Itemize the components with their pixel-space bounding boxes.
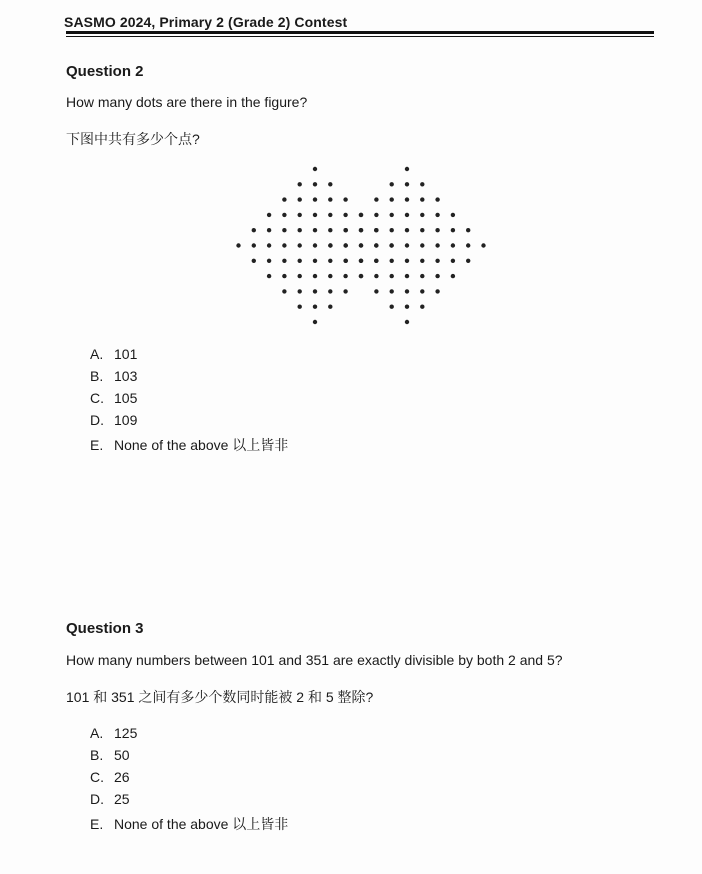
figure-dot: [451, 243, 455, 247]
figure-dot: [420, 213, 424, 217]
figure-dot: [328, 289, 332, 293]
option-text: 125: [114, 725, 138, 741]
figure-dot: [405, 182, 409, 186]
figure-dot: [390, 243, 394, 247]
figure-dot: [359, 213, 363, 217]
option-text: 105: [114, 390, 138, 406]
figure-dot: [435, 259, 439, 263]
figure-dot: [435, 197, 439, 201]
figure-dot: [405, 259, 409, 263]
option-a[interactable]: [90, 343, 288, 365]
figure-dot: [282, 213, 286, 217]
figure-dot: [405, 320, 409, 324]
figure-dot: [328, 274, 332, 278]
figure-dot: [435, 243, 439, 247]
figure-dot: [328, 259, 332, 263]
figure-dot: [267, 274, 271, 278]
option-letter: C.: [90, 769, 104, 785]
figure-dot: [405, 197, 409, 201]
figure-dot: [451, 228, 455, 232]
figure-dot: [282, 274, 286, 278]
figure-dot: [466, 228, 470, 232]
figure-dot: [359, 228, 363, 232]
question-2-text-en: How many dots are there in the figure?: [66, 94, 308, 110]
option-c[interactable]: [90, 387, 288, 409]
figure-dot: [344, 228, 348, 232]
option-d[interactable]: [90, 409, 288, 431]
figure-dot: [374, 243, 378, 247]
figure-dot: [420, 305, 424, 309]
figure-dot: [313, 182, 317, 186]
figure-dot: [252, 259, 256, 263]
option-a[interactable]: [90, 722, 288, 744]
figure-dot: [374, 228, 378, 232]
figure-dot: [267, 228, 271, 232]
figure-dot: [328, 213, 332, 217]
figure-dot: [359, 243, 363, 247]
figure-dot: [374, 197, 378, 201]
option-text: None of the above 以上皆非: [114, 437, 289, 453]
figure-dot: [328, 182, 332, 186]
figure-dot: [236, 243, 240, 247]
option-letter: A.: [90, 346, 104, 362]
option-letter: D.: [90, 791, 104, 807]
figure-dot: [390, 305, 394, 309]
figure-dot: [466, 259, 470, 263]
figure-dot: [313, 243, 317, 247]
figure-dot: [435, 289, 439, 293]
figure-dot: [313, 320, 317, 324]
question-2-text-zh: 下图中共有多少个点?: [66, 131, 200, 147]
figure-dot: [359, 259, 363, 263]
figure-dot: [420, 197, 424, 201]
figure-dot: [267, 213, 271, 217]
figure-dot: [451, 213, 455, 217]
figure-dot: [451, 274, 455, 278]
figure-dot: [405, 305, 409, 309]
figure-dot: [343, 213, 347, 217]
option-text: 101: [114, 346, 138, 362]
figure-dot: [298, 228, 302, 232]
figure-dot: [451, 259, 455, 263]
question-3-text-en: How many numbers between 101 and 351 are exactly divisible by both 2 and 5?: [66, 652, 563, 668]
figure-dot: [298, 305, 302, 309]
option-letter: C.: [90, 390, 104, 406]
figure-dot: [252, 243, 256, 247]
figure-dot: [298, 182, 302, 186]
option-b[interactable]: [90, 365, 288, 387]
figure-dot: [420, 274, 424, 278]
figure-dot: [344, 243, 348, 247]
dot-figure-svg: [225, 160, 495, 335]
figure-dot: [313, 274, 317, 278]
option-letter: E.: [90, 816, 104, 832]
figure-dot: [420, 243, 424, 247]
option-e[interactable]: [90, 813, 288, 835]
figure-dot: [328, 197, 332, 201]
question-3-text-zh: 101 和 351 之间有多少个数同时能被 2 和 5 整除?: [66, 689, 374, 705]
figure-dot: [298, 289, 302, 293]
figure-dot: [298, 213, 302, 217]
figure-dot: [390, 289, 394, 293]
dot-figure: [225, 160, 495, 335]
contest-header: SASMO 2024, Primary 2 (Grade 2) Contest: [64, 14, 348, 30]
figure-dot: [313, 167, 317, 171]
figure-dot: [313, 259, 317, 263]
figure-dot: [420, 259, 424, 263]
figure-dot: [435, 274, 439, 278]
figure-dot: [481, 243, 485, 247]
figure-dot: [267, 243, 271, 247]
question-3-title: Question 3: [66, 620, 144, 637]
figure-dot: [282, 259, 286, 263]
figure-dot: [252, 228, 256, 232]
figure-dot: [435, 228, 439, 232]
option-text: 26: [114, 769, 130, 785]
figure-dot: [390, 197, 394, 201]
figure-dot: [359, 274, 363, 278]
figure-dot: [313, 305, 317, 309]
option-text: 109: [114, 412, 138, 428]
figure-dot: [390, 213, 394, 217]
option-b[interactable]: [90, 744, 288, 766]
figure-dot: [405, 213, 409, 217]
option-letter: E.: [90, 437, 104, 453]
question-2-title: Question 2: [66, 63, 144, 80]
figure-dot: [435, 213, 439, 217]
option-letter: B.: [90, 368, 104, 384]
figure-dot: [390, 182, 394, 186]
figure-dot: [420, 228, 424, 232]
figure-dot: [390, 259, 394, 263]
figure-dot: [374, 259, 378, 263]
figure-dot: [313, 228, 317, 232]
option-text: None of the above 以上皆非: [114, 816, 289, 832]
option-e[interactable]: [90, 434, 288, 456]
question-2-options: [90, 343, 288, 456]
figure-dot: [344, 259, 348, 263]
option-text: 25: [114, 791, 130, 807]
figure-dot: [282, 197, 286, 201]
figure-dot: [298, 243, 302, 247]
header-rule-thick: [66, 31, 654, 34]
figure-dot: [328, 243, 332, 247]
figure-dot: [466, 243, 470, 247]
figure-dot: [405, 289, 409, 293]
figure-dot: [343, 197, 347, 201]
option-text: 50: [114, 747, 130, 763]
figure-dot: [282, 289, 286, 293]
option-c[interactable]: [90, 766, 288, 788]
option-text: 103: [114, 368, 138, 384]
header-rule-thin: [66, 36, 654, 37]
option-letter: D.: [90, 412, 104, 428]
figure-dot: [313, 213, 317, 217]
figure-dot: [390, 274, 394, 278]
option-d[interactable]: [90, 788, 288, 810]
figure-dot: [420, 182, 424, 186]
figure-dot: [405, 167, 409, 171]
figure-dot: [374, 213, 378, 217]
figure-dot: [343, 274, 347, 278]
figure-dot: [313, 289, 317, 293]
figure-dot: [282, 243, 286, 247]
figure-dot: [282, 228, 286, 232]
option-letter: A.: [90, 725, 104, 741]
option-letter: B.: [90, 747, 104, 763]
figure-dot: [298, 197, 302, 201]
figure-dot: [405, 243, 409, 247]
figure-dot: [405, 228, 409, 232]
figure-dot: [374, 274, 378, 278]
figure-dot: [313, 197, 317, 201]
figure-dot: [328, 228, 332, 232]
figure-dot: [390, 228, 394, 232]
figure-dot: [328, 305, 332, 309]
figure-dot: [298, 259, 302, 263]
figure-dot: [420, 289, 424, 293]
figure-dot: [405, 274, 409, 278]
figure-dot: [343, 289, 347, 293]
figure-dot: [374, 289, 378, 293]
figure-dot: [298, 274, 302, 278]
question-3-options: [90, 722, 288, 835]
figure-dot: [267, 259, 271, 263]
